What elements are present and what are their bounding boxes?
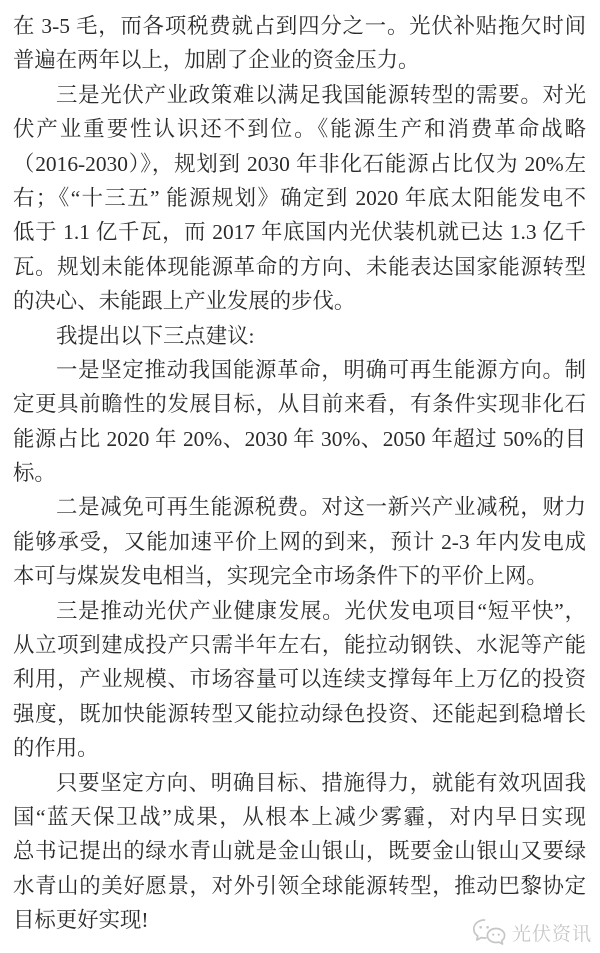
document-line: 定更具前瞻性的发展目标，从目前来看，有条件实现非化石 — [13, 392, 586, 417]
document-line: 强度，既加快能源转型又能拉动绿色投资、还能起到稳增长 — [13, 701, 586, 726]
document-line: 在 3-5 毛，而各项税费就占到四分之一。光伏补贴拖欠时间 — [13, 14, 586, 38]
document-line: 能够承受，又能加速平价上网的到来，预计 2-3 年内发电成 — [13, 529, 586, 554]
document-line: 我提出以下三点建议: — [56, 323, 255, 348]
document-line: 的决心、未能跟上产业发展的步伐。 — [13, 289, 356, 314]
document-line: 右；《“十三五” 能源规划》确定到 2020 年底太阳能发电不 — [13, 185, 586, 210]
document-line: 的作用。 — [13, 736, 99, 761]
document-line: 二是减免可再生能源税费。对这一新兴产业减税，财力 — [56, 495, 586, 520]
watermark — [472, 918, 592, 946]
document-line: 国“蓝天保卫战”成果，从根本上减少雾霾，对内早日实现 — [13, 804, 586, 829]
document-line: 能源占比 2020 年 20%、2030 年 30%、2050 年超过 50%的目 — [13, 426, 586, 451]
document-line: 只要坚定方向、明确目标、措施得力，就能有效巩固我 — [56, 770, 586, 795]
document-line: 总书记提出的绿水青山就是金山银山，既要金山银山又要绿 — [13, 839, 586, 864]
document-line: 低于 1.1 亿千瓦，而 2017 年底国内光伏装机就已达 1.3 亿千 — [13, 220, 586, 245]
document-line: 本可与煤炭发电相当，实现完全市场条件下的平价上网。 — [13, 564, 548, 589]
document-line: 目标更好实现! — [13, 908, 149, 933]
watermark-label: 光伏资讯 — [511, 923, 592, 945]
document-line: 水青山的美好愿景，对外引领全球能源转型，推动巴黎协定 — [13, 873, 586, 898]
document-line: 标。 — [13, 461, 56, 486]
document-line: 伏产业重要性认识还不到位。《能源生产和消费革命战略 — [13, 117, 586, 142]
document-line: 三是推动光伏产业健康发展。光伏发电项目“短平快”， — [56, 598, 586, 623]
wechat-icon — [472, 918, 506, 946]
document-line: 三是光伏产业政策难以满足我国能源转型的需要。对光 — [56, 82, 586, 107]
document-line: 利用，产业规模、市场容量可以连续支撑每年上万亿的投资 — [13, 667, 586, 692]
document-line: 从立项到建成投产只需半年左右，能拉动钢铁、水泥等产能 — [13, 633, 586, 658]
document-text — [13, 9, 586, 938]
document-line: 普遍在两年以上，加剧了企业的资金压力。 — [13, 48, 420, 73]
document-line: 瓦。规划未能体现能源革命的方向、未能表达国家能源转型 — [13, 254, 586, 279]
document-line: （2016-2030）》，规划到 2030 年非化石能源占比仅为 20%左 — [13, 151, 586, 176]
document-line: 一是坚定推动我国能源革命，明确可再生能源方向。制 — [56, 357, 586, 382]
